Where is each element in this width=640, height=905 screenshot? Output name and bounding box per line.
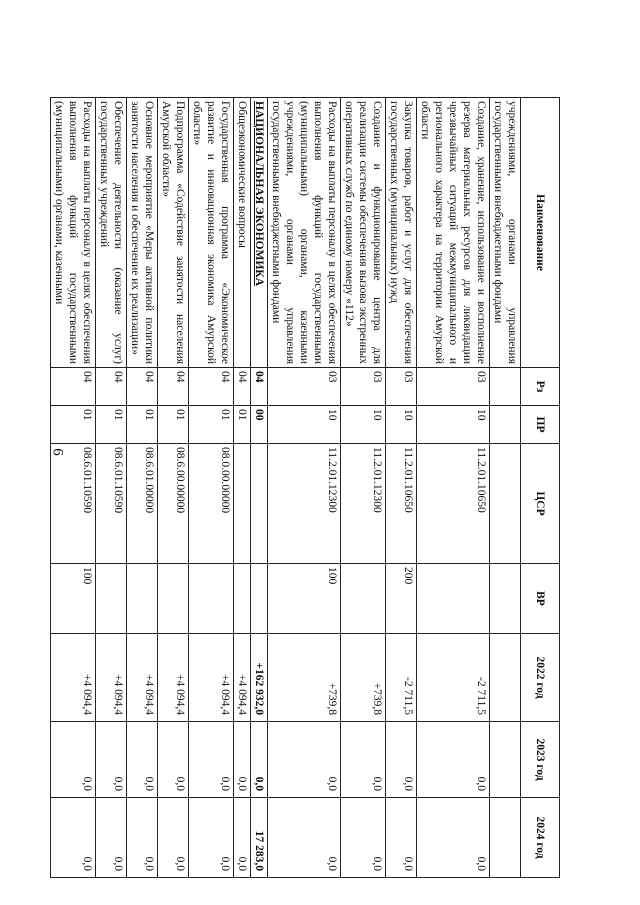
row-2023: 0,0 bbox=[267, 722, 340, 798]
row-pr: 10 bbox=[416, 406, 489, 444]
row-2024: 0,0 bbox=[233, 798, 250, 878]
row-2023: 0,0 bbox=[157, 722, 188, 798]
row-vr bbox=[95, 564, 126, 634]
row-name: НАЦИОНАЛЬНАЯ ЭКОНОМИКА bbox=[250, 98, 267, 368]
row-rz bbox=[489, 368, 520, 406]
table-row bbox=[188, 98, 233, 878]
row-csr: 11.2.01.10650 bbox=[385, 444, 416, 564]
budget-table bbox=[50, 97, 560, 878]
row-2023: 0,0 bbox=[340, 722, 385, 798]
row-vr bbox=[233, 564, 250, 634]
row-rz: 04 bbox=[233, 368, 250, 406]
table-row bbox=[95, 98, 126, 878]
row-rz: 04 bbox=[157, 368, 188, 406]
row-rz: 03 bbox=[340, 368, 385, 406]
row-2022: -2 711,5 bbox=[416, 634, 489, 722]
table-row bbox=[385, 98, 416, 878]
header-pr: ПР bbox=[521, 406, 560, 444]
row-vr: 100 bbox=[267, 564, 340, 634]
row-pr: 01 bbox=[157, 406, 188, 444]
row-rz: 04 bbox=[126, 368, 157, 406]
row-2023: 0,0 bbox=[385, 722, 416, 798]
page-number: 6 bbox=[49, 448, 66, 456]
row-name: Государственная программа «Экономическое развитие и инновационная экономика Амурской области» bbox=[188, 98, 233, 368]
row-pr: 10 bbox=[267, 406, 340, 444]
row-2022: +739,8 bbox=[340, 634, 385, 722]
row-csr: 11.2.01.12300 bbox=[267, 444, 340, 564]
row-2023: 0,0 bbox=[126, 722, 157, 798]
row-pr: 01 bbox=[233, 406, 250, 444]
row-csr bbox=[489, 444, 520, 564]
row-2022: +4 094,4 bbox=[126, 634, 157, 722]
header-vr: ВР bbox=[521, 564, 560, 634]
row-2022 bbox=[489, 634, 520, 722]
row-2022: +4 094,4 bbox=[233, 634, 250, 722]
row-name: Расходы на выплаты персоналу в целях обеспечения выполнения функций государственными (муниципальными) органами, казенными учреждениями, органами управления государственными внебюджетными фондами bbox=[267, 98, 340, 368]
row-2024: 0,0 bbox=[50, 798, 95, 878]
row-2024: 0,0 bbox=[385, 798, 416, 878]
row-vr bbox=[340, 564, 385, 634]
row-2024: 0,0 bbox=[126, 798, 157, 878]
row-rz: 03 bbox=[267, 368, 340, 406]
row-2022: +4 094,4 bbox=[50, 634, 95, 722]
row-name: Создание, хранение, использование и восполнение резерва материальных ресурсов для ликвидации чрезвычайных ситуаций межмуниципального и регионального характера на территории Амурской области bbox=[416, 98, 489, 368]
row-pr: 00 bbox=[250, 406, 267, 444]
row-vr bbox=[250, 564, 267, 634]
row-name: учреждениями, органами управления государственными внебюджетными фондами bbox=[489, 98, 520, 368]
row-name: Обеспечение деятельности (оказание услуг) государственных учреждений bbox=[95, 98, 126, 368]
row-name: Основное мероприятие «Меры активной политики занятости населения и обеспечение их реализации» bbox=[126, 98, 157, 368]
row-2024: 0,0 bbox=[95, 798, 126, 878]
row-pr: 01 bbox=[50, 406, 95, 444]
row-2024: 0,0 bbox=[157, 798, 188, 878]
row-2023: 0,0 bbox=[250, 722, 267, 798]
row-2024: 0,0 bbox=[188, 798, 233, 878]
row-2024: 0,0 bbox=[267, 798, 340, 878]
row-pr: 10 bbox=[385, 406, 416, 444]
row-rz: 04 bbox=[95, 368, 126, 406]
table-row bbox=[157, 98, 188, 878]
row-vr: 100 bbox=[50, 564, 95, 634]
row-csr: 11.2.01.10650 bbox=[416, 444, 489, 564]
header-2022: 2022 год bbox=[521, 634, 560, 722]
row-vr bbox=[126, 564, 157, 634]
header-name: Наименование bbox=[521, 98, 560, 368]
row-2022: +4 094,4 bbox=[157, 634, 188, 722]
row-2024: 17 283,0 bbox=[250, 798, 267, 878]
row-name: Закупка товаров, работ и услуг для обеспечения государственных (муниципальных) нужд bbox=[385, 98, 416, 368]
table-row bbox=[50, 98, 95, 878]
row-2023: 0,0 bbox=[416, 722, 489, 798]
row-csr: 08.0.00.00000 bbox=[188, 444, 233, 564]
row-name: Подпрограмма «Содействие занятости населения Амурской области» bbox=[157, 98, 188, 368]
table-row bbox=[233, 98, 250, 878]
row-2023: 0,0 bbox=[50, 722, 95, 798]
row-2022: -2 711,5 bbox=[385, 634, 416, 722]
row-csr bbox=[233, 444, 250, 564]
table-header-row bbox=[521, 98, 560, 878]
row-vr bbox=[157, 564, 188, 634]
row-2023: 0,0 bbox=[233, 722, 250, 798]
row-name: Общеэкономические вопросы bbox=[233, 98, 250, 368]
row-vr bbox=[489, 564, 520, 634]
row-csr: 08.6.01.10590 bbox=[50, 444, 95, 564]
table-row bbox=[267, 98, 340, 878]
row-2022: +4 094,4 bbox=[188, 634, 233, 722]
table-row bbox=[340, 98, 385, 878]
row-name: Создание и функционирование центра для реализации системы обеспечения вызова экстренных оперативных служб по единому номеру «112» bbox=[340, 98, 385, 368]
row-name: Расходы на выплаты персоналу в целях обеспечения выполнения функций государственными (муниципальными) органами, казенными bbox=[50, 98, 95, 368]
row-pr: 10 bbox=[340, 406, 385, 444]
row-2022: +4 094,4 bbox=[95, 634, 126, 722]
row-rz: 03 bbox=[385, 368, 416, 406]
header-2024: 2024 год bbox=[521, 798, 560, 878]
row-2024: 0,0 bbox=[416, 798, 489, 878]
row-csr: 08.6.01.00000 bbox=[126, 444, 157, 564]
row-pr: 01 bbox=[95, 406, 126, 444]
header-rz: Рз bbox=[521, 368, 560, 406]
row-rz: 03 bbox=[416, 368, 489, 406]
row-2022: +739,8 bbox=[267, 634, 340, 722]
rotated-table-container bbox=[52, 97, 560, 877]
table-row bbox=[416, 98, 489, 878]
table-row bbox=[489, 98, 520, 878]
row-rz: 04 bbox=[250, 368, 267, 406]
row-pr: 01 bbox=[126, 406, 157, 444]
row-csr: 08.6.01.10590 bbox=[95, 444, 126, 564]
table-body bbox=[50, 98, 520, 878]
row-vr bbox=[188, 564, 233, 634]
table-wrapper bbox=[52, 97, 560, 877]
row-csr: 08.6.00.00000 bbox=[157, 444, 188, 564]
table-row bbox=[250, 98, 267, 878]
header-csr: ЦСР bbox=[521, 444, 560, 564]
table-row bbox=[126, 98, 157, 878]
row-csr: 11.2.01.12300 bbox=[340, 444, 385, 564]
row-2024: 0,0 bbox=[340, 798, 385, 878]
row-vr: 200 bbox=[385, 564, 416, 634]
row-2022: +162 932,0 bbox=[250, 634, 267, 722]
row-2023 bbox=[489, 722, 520, 798]
row-pr: 01 bbox=[188, 406, 233, 444]
row-2024 bbox=[489, 798, 520, 878]
row-rz: 04 bbox=[50, 368, 95, 406]
row-2023: 0,0 bbox=[95, 722, 126, 798]
row-csr bbox=[250, 444, 267, 564]
header-2023: 2023 год bbox=[521, 722, 560, 798]
row-vr bbox=[416, 564, 489, 634]
row-pr bbox=[489, 406, 520, 444]
row-rz: 04 bbox=[188, 368, 233, 406]
row-2023: 0,0 bbox=[188, 722, 233, 798]
